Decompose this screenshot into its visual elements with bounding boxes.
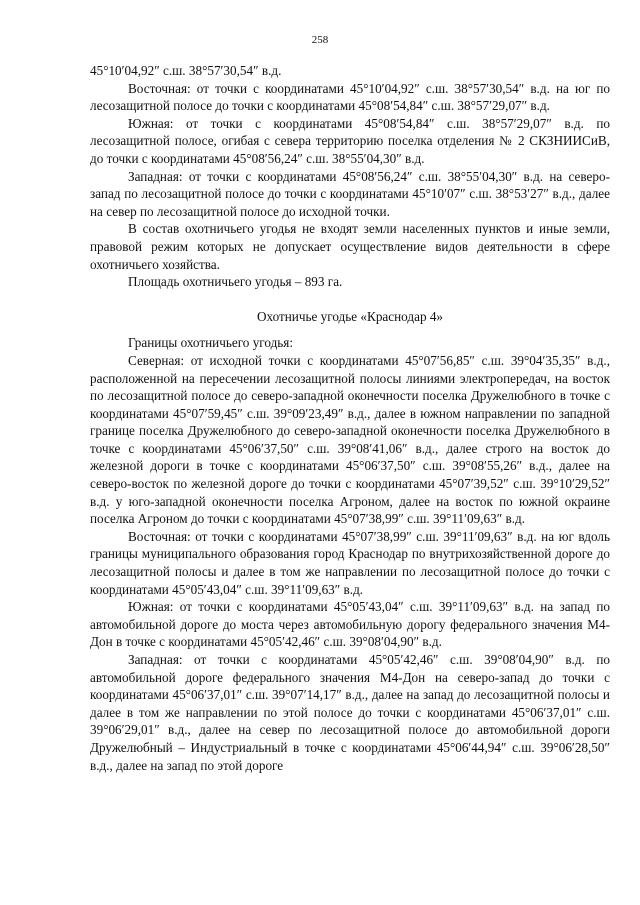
section-title: Охотничье угодье «Краснодар 4» — [256, 308, 444, 324]
paragraph-boundaries-heading: Границы охотничьего угодья: — [128, 335, 294, 351]
page-number: 258 — [311, 34, 329, 46]
paragraph-west-boundary: Западная: от точки с координатами 45°08′56,24″ с.ш. 38°55′04,30″ в.д. на северо-запад по лесозащитной полосе до точки с координатами 45°10′07″ с.ш. 38°53′27″ в.д., далее на север по лесозащитной полосе до исходной точки. — [90, 168, 610, 219]
paragraph-coordinates-end: 45°10′04,92″ с.ш. 38°57′30,54″ в.д. — [90, 63, 282, 78]
paragraph-east-boundary: Восточная: от точки с координатами 45°10′04,92″ с.ш. 38°57′30,54″ в.д. на юг по лесозащитной полосе до точки с координатами 45°08′54,84″ с.ш. 38°57′29,07″ в.д. — [90, 80, 610, 114]
document-body — [90, 62, 610, 774]
paragraph-south-boundary-2: Южная: от точки с координатами 45°05′43,04″ с.ш. 39°11′09,63″ в.д. на запад по автомобильной дороге до моста через автомобильную дорогу федерального значения М4-Дон в точке с координатами 45°05′42,46″ с.ш. 39°08′04,90″ в.д. — [90, 599, 610, 650]
paragraph-west-boundary-2: Западная: от точки с координатами 45°05′42,46″ с.ш. 39°08′04,90″ в.д. по автомобильной дороге федерального значения М4-Дон на северо-запад до точки с координатами 45°06′37,01″ с.ш. 39°07′14,17″ в.д., далее на запад до лесозащитной полосы и далее в том же направлении по этой полосе до точки с координатами 45°06′37,01″ с.ш. 39°06′29,01″ в.д., далее на север по лесозащитной полосе до автомобильной дороги Дружелюбный – Индустриальный в точке с координатами 45°06′44,94″ с.ш. 39°06′28,50″ в.д., далее на запад по этой дороге — [90, 652, 610, 773]
paragraph-south-boundary: Южная: от точки с координатами 45°08′54,84″ с.ш. 38°57′29,07″ в.д. по лесозащитной полосе, огибая с севера территорию поселка отделения № 2 СКЗНИИСиВ, до точки с координатами 45°08′56,24″ с.ш. 38°55′04,30″ в.д. — [90, 115, 610, 166]
paragraph-north-boundary: Северная: от исходной точки с координатами 45°07′56,85″ с.ш. 39°04′35,35″ в.д., расположенной на пересечении лесозащитной полосы линиями электропередач, на восток по лесозащитной полосе до северо-западной оконечности поселка Дружелюбного в точке с координатами 45°07′59,45″ с.ш. 39°09′23,49″ в.д., далее в южном направлении по западной границе поселка Дружелюбного до северо-западной оконечности поселка Дружелюбного в точке с координатами 45°06′37,50″ с.ш. 39°08′41,06″ в.д., далее строго на восток до железной дороги в точке с координатами 45°06′37,50″ с.ш. 39°08′55,26″ в.д., далее на северо-восток по железной дороге до точки с координатами 45°07′39,52″ с.ш. 39°10′29,52″ в.д. у юго-западной оконечности поселка Агроном, далее на восток по южной окраине поселка Агроном до точки с координатами 45°07′38,99″ с.ш. 39°11′09,63″ в.д. — [90, 352, 610, 527]
paragraph-east-boundary-2: Восточная: от точки с координатами 45°07′38,99″ с.ш. 39°11′09,63″ в.д. на юг вдоль границы муниципального образования город Краснодар по внутрихозяйственной дороге до лесозащитной полосы и далее в том же направлении по лесозащитной полосе до точки с координатами 45°05′43,04″ с.ш. 39°11′09,63″ в.д. — [90, 528, 610, 597]
paragraph-area: Площадь охотничьего угодья – 893 га. — [128, 274, 343, 290]
paragraph-excluded-lands: В состав охотничьего угодья не входят земли населенных пунктов и иные земли, правовой режим которых не допускает осуществление видов деятельности в сфере охотничьего хозяйства. — [90, 221, 610, 272]
